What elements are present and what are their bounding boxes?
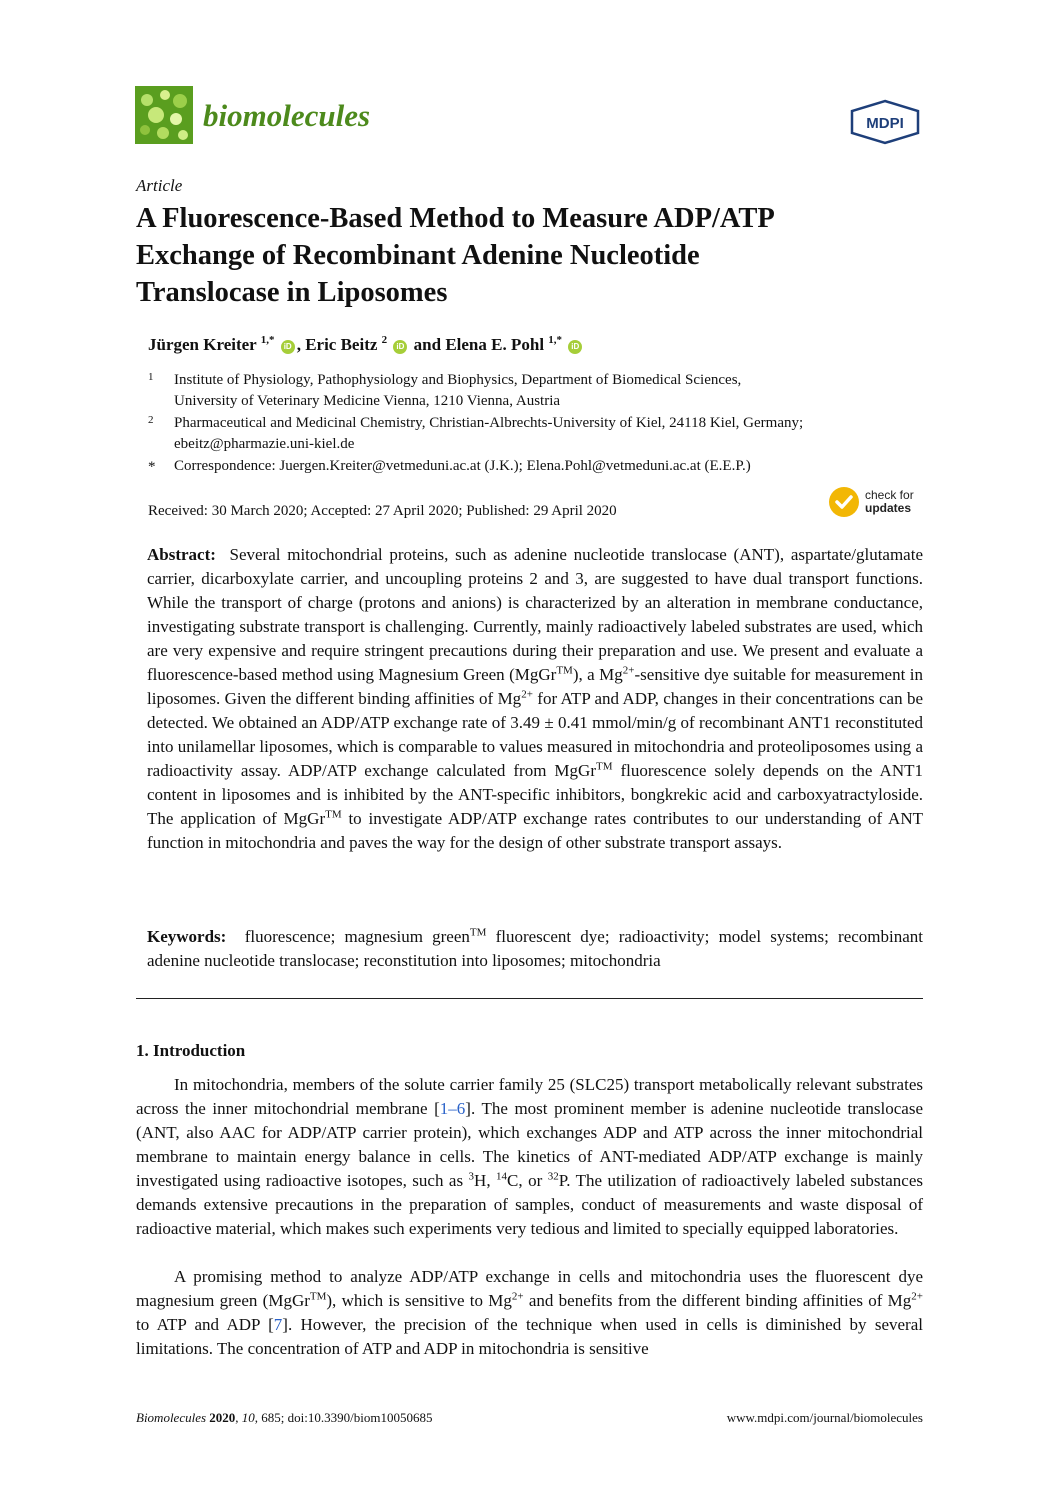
publication-dates: Received: 30 March 2020; Accepted: 27 April 2020; Published: 29 April 2020 (148, 503, 617, 519)
intro-paragraph-2: A promising method to analyze ADP/ATP exchange in cells and mitochondria uses the fluorescent dye magnesium green (MgGr™), which is sensitive to $Mg^{2+}$ and benefits from the different binding affinities of $Mg^{2+}$ to ATP and ADP [7]. However, the precision of the technique when used in cells is diminished by several limitations. The concentration of ATP and ADP in mitochondria is sensitive (136, 1267, 923, 1358)
orcid-icon[interactable]: iD (281, 340, 295, 354)
correspondence: * Correspondence: Juergen.Kreiter@vetmeduni.ac.at (J.K.); Elena.Pohl@vetmeduni.ac.at (E.E.P.) (148, 458, 751, 475)
svg-text:MDPI: MDPI (866, 115, 904, 132)
article-type: Article (136, 176, 183, 195)
affiliation-2: 2 Pharmaceutical and Medicinal Chemistry, Christian-Albrechts-University of Kiel, 24118 Kiel, Germany; ebeitz@pharmazie.uni-kiel.de (148, 413, 928, 455)
abstract-label: Abstract: (147, 545, 216, 564)
abstract: Abstract: Several mitochondrial proteins, such as adenine nucleotide translocase (ANT), aspartate/glutamate carrier, dicarboxylate carrier, and uncoupling proteins 2 and 3, are suggested to have dual transport functions. While the transport of charge (protons and anions) is characterized by an alteration in membrane conductance, investigating substrate transport is challenging. Currently, mainly radioactively labeled substrates are used, which are very expensive and require stringent precautions during their preparation and use. We present and evaluate a fluorescence-based method using Magnesium Green (MgGr™), a $Mg^{2+}$-sensitive dye suitable for measurement in liposomes. Given the different binding affinities of $Mg^{2+}$ for ATP and ADP, changes in their concentrations can be detected. We obtained an ADP/ATP exchange rate of 3.49 ± 0.41 mmol/min/g of recombinant ANT1 reconstituted into unilamellar liposomes, which is comparable to values measured in mitochondria and proteoliposomes using a radioactivity assay. ADP/ATP exchange calculated from MgGr™ fluorescence solely depends on the ANT1 content in liposomes and is inhibited by the ANT-specific inhibitors, bongkrekic acid and carboxyatractyloside. The application of MgGr™ to investigate ADP/ATP exchange rates contributes to our understanding of ANT function in mitochondria and paves the way for the design of other substrate transport assays. (147, 545, 924, 852)
author-affiliation-marker: 1,* (260, 334, 275, 346)
title-line: Exchange of Recombinant Adenine Nucleotide (136, 240, 700, 271)
citation-link[interactable]: 1–6 (439, 1099, 466, 1118)
footer-journal-url[interactable]: www.mdpi.com/journal/biomolecules (726, 1410, 923, 1425)
check-for-updates-badge[interactable]: check for updates (829, 487, 921, 521)
checkmark-icon (829, 487, 859, 517)
divider (136, 998, 923, 999)
author-name[interactable]: Elena E. Pohl (445, 335, 545, 354)
author-name[interactable]: Jürgen Kreiter (148, 335, 257, 354)
footer-citation: Biomolecules 2020, 10, 685; doi:10.3390/biom10050685 (136, 1410, 433, 1425)
author-list: Jürgen Kreiter $^{1,*}$ iD , Eric Beitz $^2$ iD and Elena E. Pohl $^{1,*}$ iD (148, 334, 584, 355)
author-affiliation-marker: 1,* (548, 334, 563, 346)
title-line: A Fluorescence-Based Method to Measure ADP/ATP (136, 203, 775, 234)
journal-name: biomolecules (203, 98, 371, 133)
orcid-icon[interactable]: iD (568, 340, 582, 354)
keywords-label: Keywords: (147, 927, 227, 946)
journal-logo-icon (135, 86, 193, 144)
citation-link[interactable]: 7 (273, 1315, 283, 1334)
affiliation-1: 1 Institute of Physiology, Pathophysiology and Biophysics, Department of Biomedical Sciences, University of Veterinary Medicine Vienna, 1210 Vienna, Austria (148, 371, 742, 409)
paper-title (136, 200, 926, 311)
title-line: Translocase in Liposomes (136, 277, 448, 308)
intro-paragraph-1: In mitochondria, members of the solute carrier family 25 (SLC25) transport metabolically relevant substrates across the inner mitochondrial membrane [1–6]. The most prominent member is adenine nucleotide translocase (ANT, also AAC for ADP/ATP carrier protein), which exchanges ADP and ATP across the inner mitochondrial membrane to maintain energy balance in cells. The kinetics of ANT-mediated ADP/ATP exchange is mainly investigated using radioactive isotopes, such as $^3$H, $^{14}$C, or $^{32}$P. The utilization of radioactively labeled substances demands extensive precautions in the preparation of samples, conduct of measurements and waste disposal of radioactive material, which makes such experiments very tedious and limited to specially equipped laboratories. (136, 1075, 924, 1238)
keywords: Keywords: fluorescence; magnesium green™ fluorescent dye; radioactivity; model systems; recombinant adenine nucleotide translocase; reconstitution into liposomes; mitochondria (147, 926, 924, 970)
author-affiliation-marker: 2 (381, 334, 388, 346)
section-heading: 1. Introduction (136, 1041, 246, 1060)
mdpi-logo-icon (848, 99, 922, 145)
orcid-icon[interactable]: iD (393, 340, 407, 354)
email-link[interactable]: ebeitz@pharmazie.uni-kiel.de (174, 436, 355, 452)
author-name[interactable]: Eric Beitz (305, 335, 378, 354)
